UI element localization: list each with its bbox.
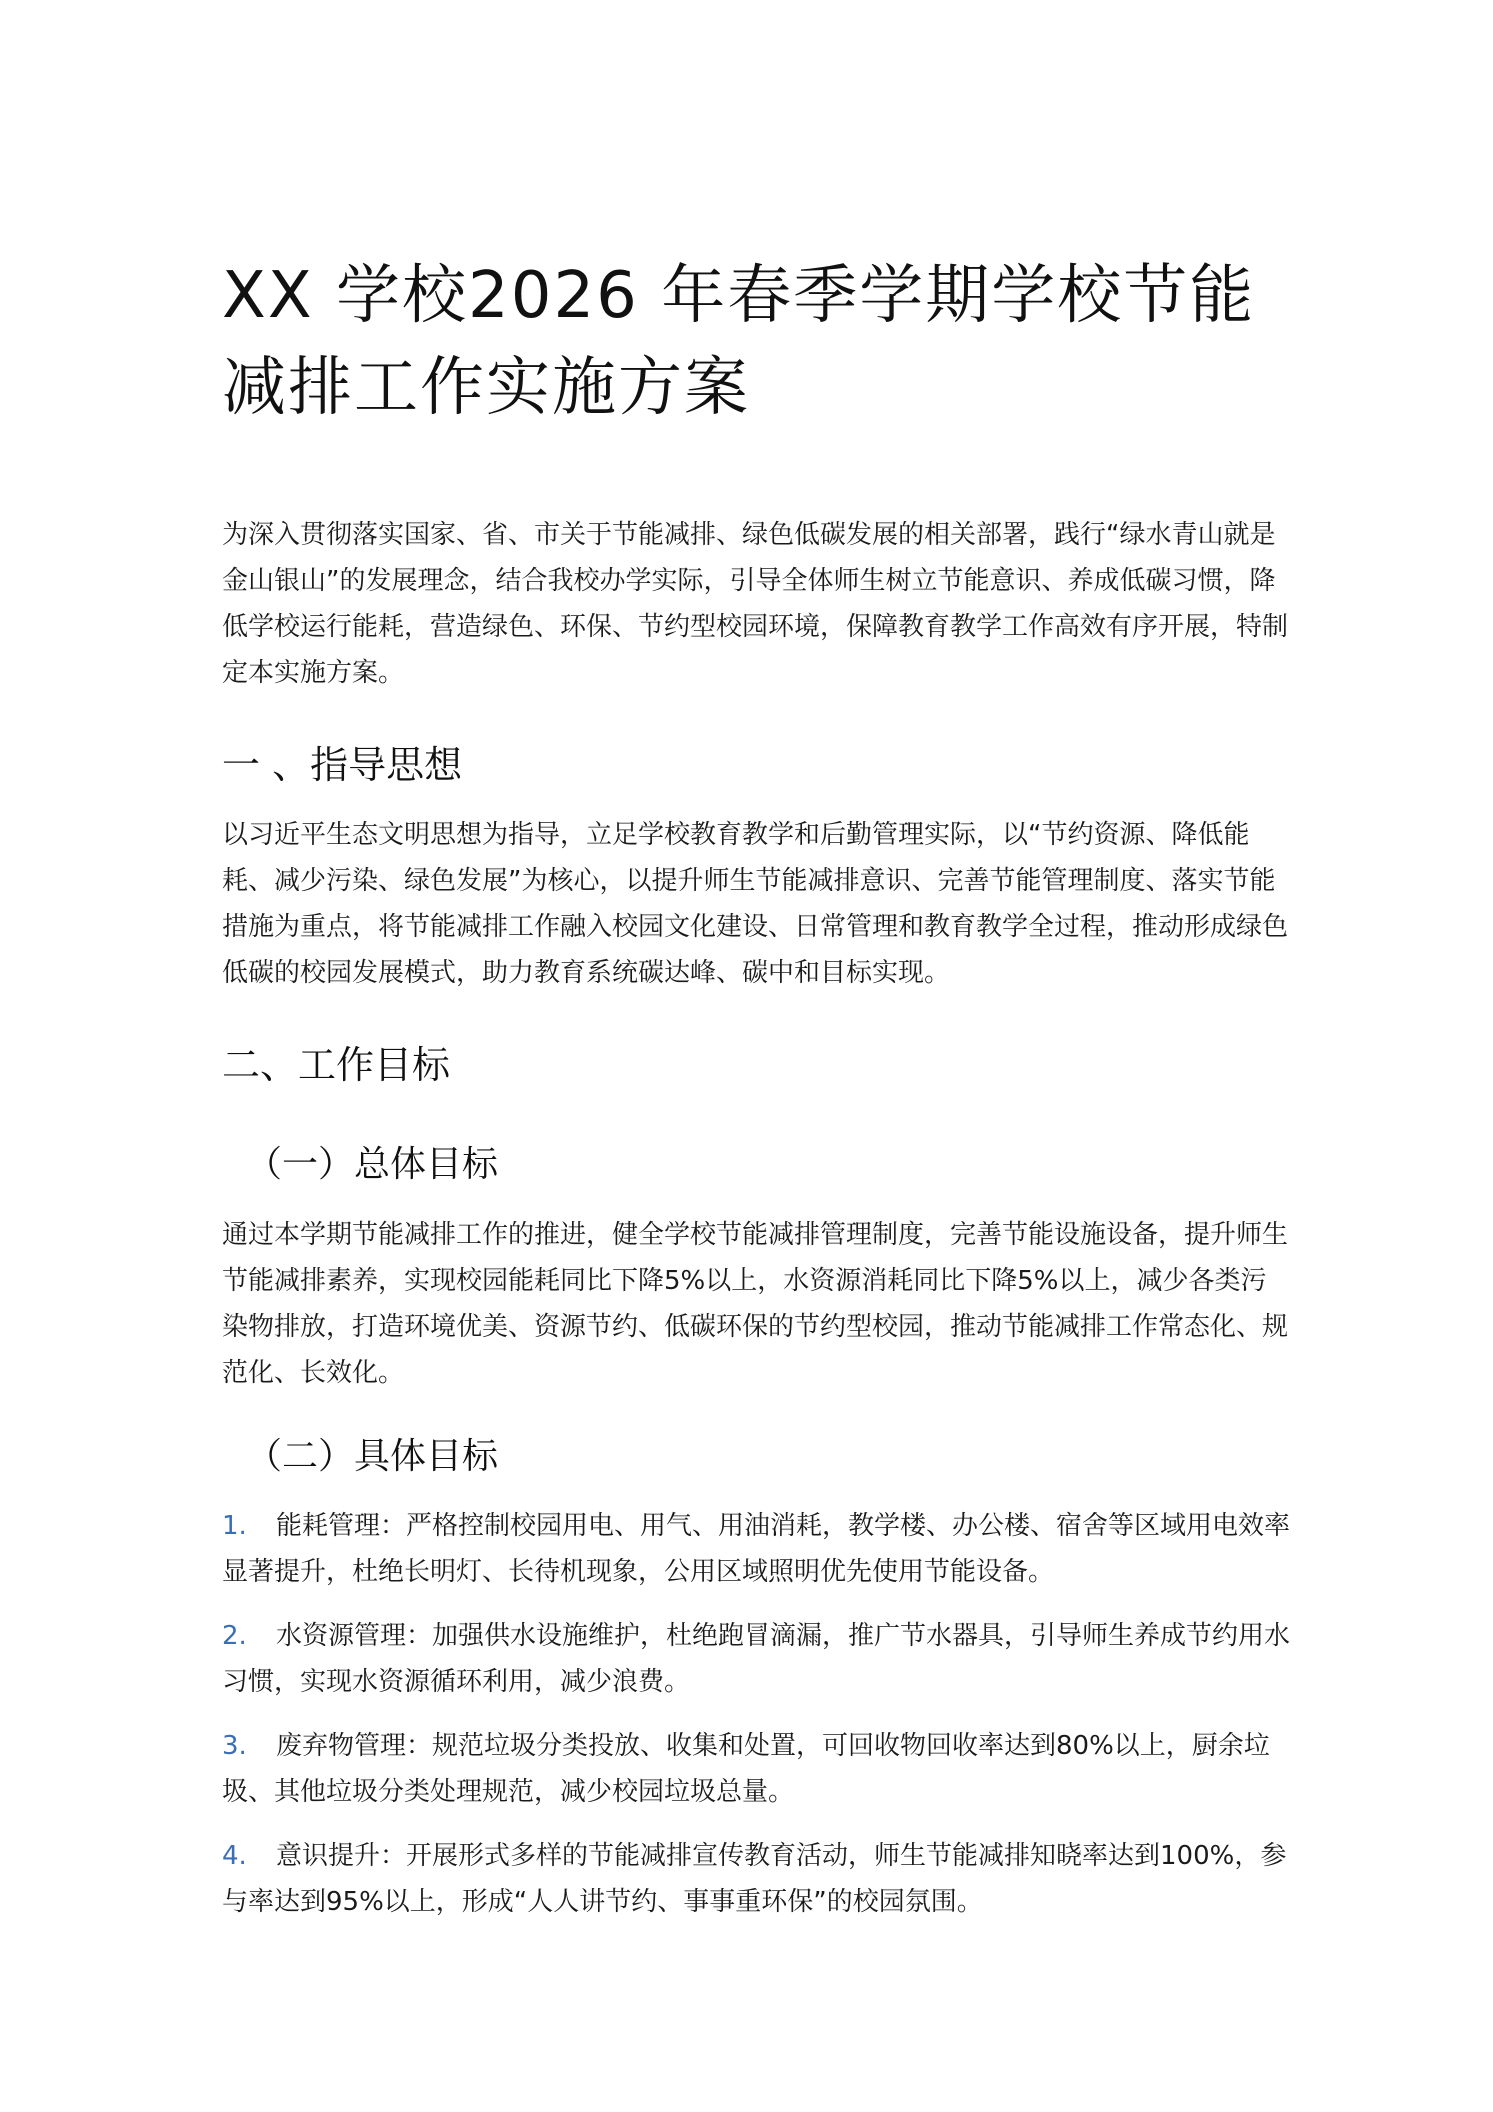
list-item-number: 3. [222, 1731, 247, 1761]
list-item [222, 1723, 1292, 1815]
section-heading-work-goals: 二、工作目标 [222, 1043, 451, 1087]
subsection-heading-overall-goal: （一）总体目标 [246, 1144, 499, 1185]
list-item [222, 1503, 1292, 1595]
document-title: XX 学校2026 年春季学期学校节能减排工作实施方案 [222, 259, 1256, 425]
guiding-thought-paragraph: 以习近平生态文明思想为指导，立足学校教育教学和后勤管理实际，以“节约资源、降低能耗、减少污染、绿色发展”为核心，以提升师生节能减排意识、完善节能管理制度、落实节能措施为重点，将节能减排工作融入校园文化建设、日常管理和教育教学全过程，推动形成绿色低碳的校园发展模式，助力教育系统碳达峰、碳中和目标实现。 [222, 820, 1289, 988]
list-item-number: 2. [222, 1621, 247, 1651]
list-item-number: 1. [222, 1511, 247, 1541]
subsection-heading-specific-goals: （二）具体目标 [246, 1436, 499, 1477]
intro-paragraph: 为深入贯彻落实国家、省、市关于节能减排、绿色低碳发展的相关部署，践行“绿水青山就是金山银山”的发展理念，结合我校办学实际，引导全体师生树立节能意识、养成低碳习惯，降低学校运行能耗，营造绿色、环保、节约型校园环境，保障教育教学工作高效有序开展，特制定本实施方案。 [222, 520, 1289, 688]
list-item-text: 废弃物管理：规范垃圾分类投放、收集和处置，可回收物回收率达到80%以上，厨余垃圾、其他垃圾分类处理规范，减少校园垃圾总量。 [222, 1731, 1270, 1807]
list-item [222, 1613, 1292, 1705]
section-heading-guiding-thought: 一 、指导思想 [222, 743, 463, 787]
list-item [222, 1833, 1292, 1925]
list-item-text: 能耗管理：严格控制校园用电、用气、用油消耗，教学楼、办公楼、宿舍等区域用电效率显著提升，杜绝长明灯、长待机现象，公用区域照明优先使用节能设备。 [222, 1511, 1291, 1587]
list-item-text: 水资源管理：加强供水设施维护，杜绝跑冒滴漏，推广节水器具，引导师生养成节约用水习惯，实现水资源循环利用，减少浪费。 [222, 1621, 1291, 1697]
list-item-text: 意识提升：开展形式多样的节能减排宣传教育活动，师生节能减排知晓率达到100%，参与率达到95%以上，形成“人人讲节约、事事重环保”的校园氛围。 [222, 1841, 1287, 1917]
list-item-number: 4. [222, 1841, 247, 1871]
overall-goal-paragraph: 通过本学期节能减排工作的推进，健全学校节能减排管理制度，完善节能设施设备，提升师生节能减排素养，实现校园能耗同比下降5%以上，水资源消耗同比下降5%以上，减少各类污染物排放，打造环境优美、资源节约、低碳环保的节约型校园，推动节能减排工作常态化、规范化、长效化。 [222, 1220, 1289, 1388]
